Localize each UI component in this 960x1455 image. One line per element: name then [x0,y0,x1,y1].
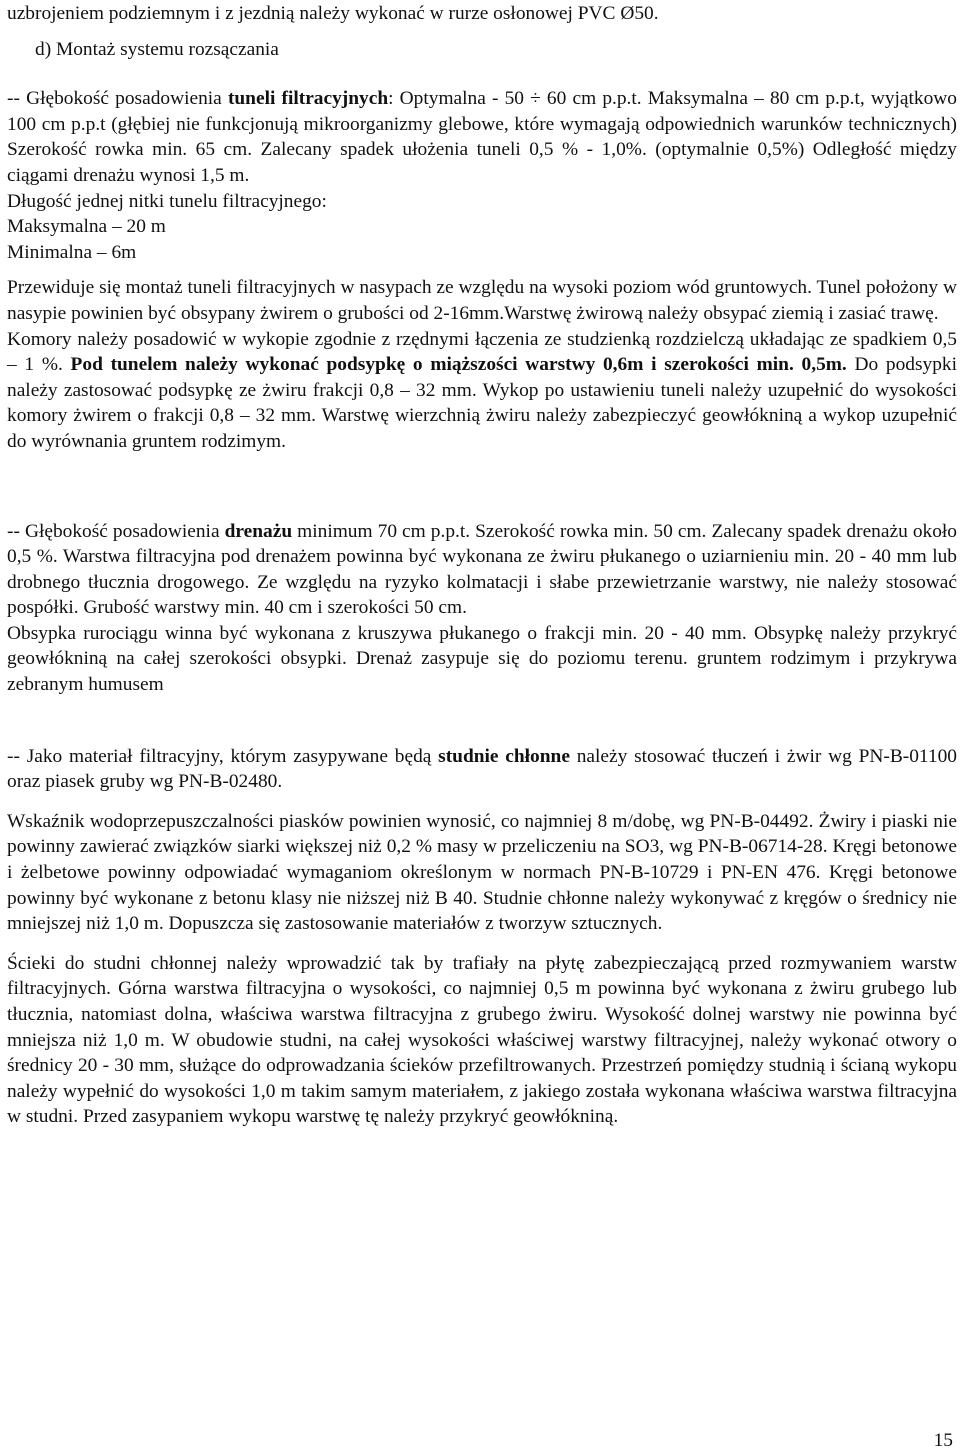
text-line-top: uzbrojeniem podziemnym i z jezdnią należy wykonać w rurze osłonowej PVC Ø50. [7,3,659,24]
paragraph-filter-material-bold: studnie chłonne [438,745,570,767]
paragraph-chambers-text-2: Do podsypki należy zastosować podsypkę ze żwiru frakcji 0,8 – 32 mm. Wykop po ustawieniu tuneli należy uzupełnić do wysokości komory żwirem o frakcji 0,8 – 32 mm. Warstwę wierzchnią żwiru należy zabezpieczyć geowłókniną a wykop uzupełnić do wyrównania gruntem rodzimym. [7,354,957,452]
paragraph-embankment: Przewiduje się montaż tuneli filtracyjnych w nasypach ze względu na wysoki poziom wód gruntowych. Tunel położony w nasypie powinien być obsypany żwirem o grubości od 2-16mm.Warstwę żwirową należy obsypać ziemią i zasiać trawę. [7,277,957,324]
section-heading-d: d) Montaż systemu rozsączania [35,38,279,60]
paragraph-sewage-inlet: Ścieki do studni chłonnej należy wprowadzić tak by trafiały na płytę zabezpieczającą przed rozmywaniem warstw filtracyjnych. Górna warstwa filtracyjna o wysokości, co najmniej 0,5 m powinna być wykonana z żwiru grubego lub tłucznia, natomiast dolna, właściwa warstwa filtracyjna z grubego żwiru. Wysokość dolnej warstwy nie powinna być mniejsza niż 1,0 m. W obudowie studni, na całej wysokości właściwej warstwy filtracyjnej, należy wykonać otwory o średnicy 20 - 30 mm, służące do odprowadzania ścieków przefiltrowanych. Przestrzeń pomiędzy studnią i ścianą wykopu należy wypełnić do wysokości 1,0 m takim samym materiałem, z jakiego została wykonana właściwa warstwa filtracyjna w studni. Przed zasypaniem wykopu warstwę tę należy przykryć geowłókniną. [7,952,957,1128]
paragraph-filter-material-text-2: należy stosować tłuczeń i żwir wg PN-B-01100 oraz piasek gruby wg PN-B-02480. [7,745,957,793]
paragraph-permeability: Wskaźnik wodoprzepuszczalności piasków powinien wynosić, co najmniej 8 m/dobę, wg PN-B-04492. Żwiry i piaski nie powinny zawierać związków siarki większej niż 0,2 % masy w przeliczeniu na SO3, wg PN-B-06714-28. Kręgi betonowe i żelbetowe powinny odpowiadać wymaganiom określonym w normach PN-B-10729 i PN-EN 476. Kręgi betonowe powinny być wykonane z betonu klasy nie niższej niż B 40. Studnie chłonne należy wykonywać z kręgów o średnicy nie mniejszej niż 1,0 m. Dopuszcza się zastosowanie materiałów z tworzyw sztucznych. [7,810,957,935]
paragraph-tunnels-bold: tuneli filtracyjnych [227,88,389,110]
paragraph-filter-material-text-1: -- Jako materiał filtracyjny, którym zasypywane będą [7,745,439,767]
paragraph-drainage-bold: drenażu [224,520,293,542]
paragraph-drainage-text-2: minimum 70 cm p.p.t. Szerokość rowka min. 50 cm. Zalecany spadek drenażu około 0,5 %. Warstwa filtracyjna pod drenażem powinna być wykonana ze żwiru płukanego o uziarnieniu min. 20 - 40 mm lub drobnego tłucznia drogowego. Ze względu na ryzyko kolmatacji i słabe przewietrzanie warstwy, nie należy stosować pospółki. Grubość warstwy min. 40 cm i szerokości 50 cm. [7,520,957,619]
paragraph-drainage [7,519,957,621]
paragraph-drainage-text-1: -- Głębokość posadowienia [7,520,225,542]
paragraph-tunnels-text-1: -- Głębokość posadowienia [7,88,228,110]
paragraph-tunnels-text-2: : Optymalna - 50 ÷ 60 cm p.p.t. Maksymalna – 80 cm p.p.t, wyjątkowo 100 cm p.p.t (głębiej nie funkcjonują mikroorganizmy glebowe, które wymagają odpowiednich warunków technicznych) Szerokość rowka min. 65 cm. Zalecany spadek ułożenia tuneli 0,5 % - 1,0%. (optymalnie 0,5%) Odległość między ciągami drenażu wynosi 1,5 m. [7,88,958,186]
paragraph-chambers-text-1: Komory należy posadowić w wykopie zgodnie z rzędnymi łączenia ze studzienką rozdzielczą układając ze spadkiem 0,5 – 1 %. [7,328,957,376]
paragraph-pipe-cover: Obsypka rurociągu winna być wykonana z kruszywa płukanego o frakcji min. 20 - 40 mm. Obsypkę należy przykryć geowłókniną na całej szerokości obsypki. Drenaż zasypuje się do poziomu terenu. gruntem rodzimym i przykrywa zebranym humusem [7,622,957,696]
paragraph-chambers-bold: Pod tunelem należy wykonać podsypkę o miąższości warstwy 0,6m i szerokości min. 0,5m. [70,354,847,376]
page-number: 15 [933,1430,953,1451]
tunnel-length-min: Minimalna – 6m [7,241,137,263]
document-body [7,0,957,1130]
tunnel-length-title: Długość jednej nitki tunelu filtracyjnego: [7,190,327,212]
tunnel-length-max: Maksymalna – 20 m [7,216,166,238]
paragraph-filter-material [7,744,957,795]
paragraph-tunnels [7,86,957,188]
paragraph-chambers [7,327,957,455]
